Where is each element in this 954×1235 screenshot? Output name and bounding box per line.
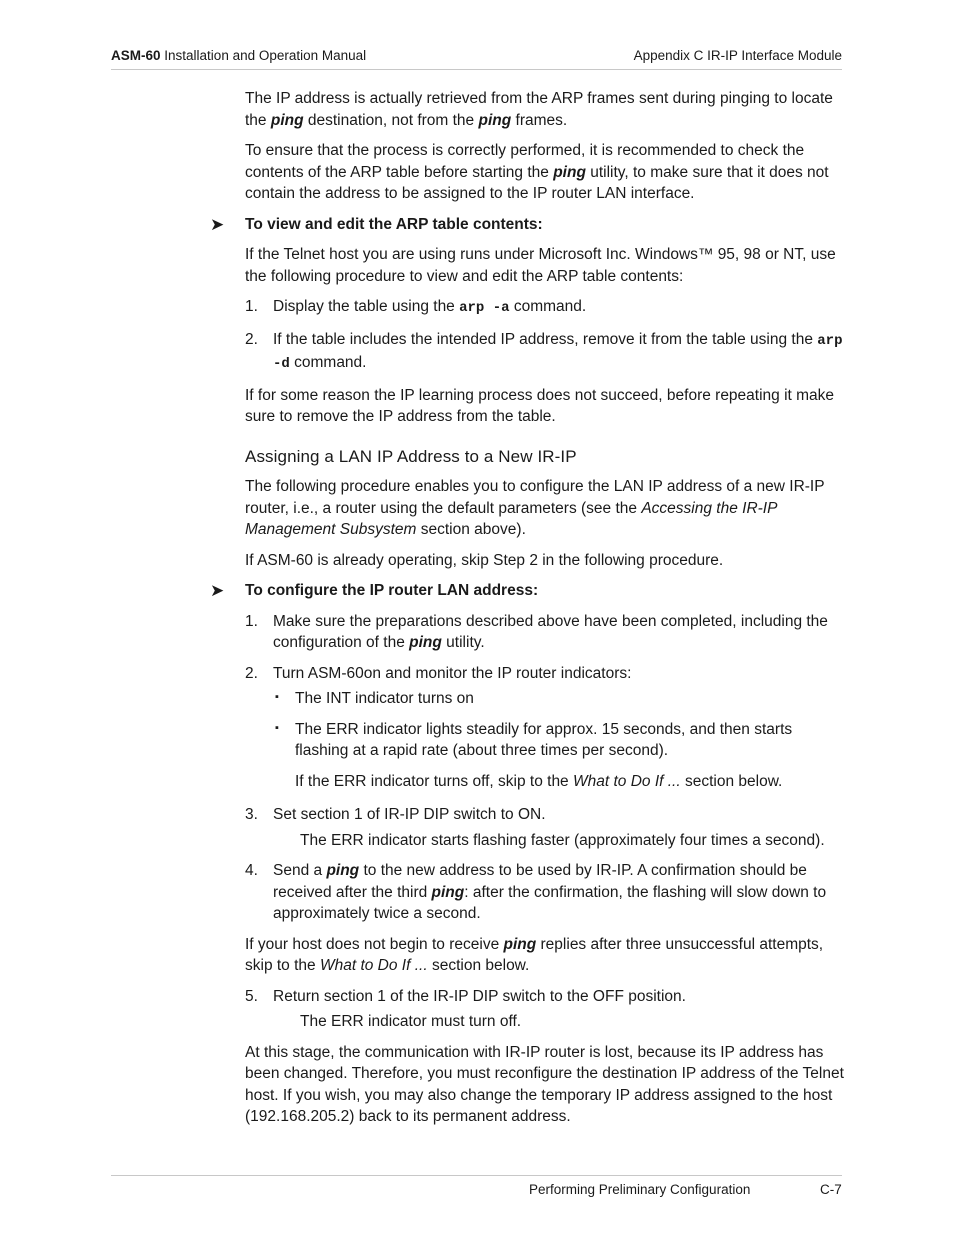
procedure-heading-arp: ➤ To view and edit the ARP table contents: (210, 214, 543, 234)
procedure-heading-configure: ➤ To configure the IP router LAN address: (210, 581, 539, 600)
arrowhead-icon: ➤ (210, 214, 225, 234)
page-body (210, 88, 845, 1137)
paragraph-procedure-intro: The following procedure enables you to configure the LAN IP address of a new IR-IP router, i.e., a router using the default parameters (see the Accessing the IR-IP Management Subsystem section above). (245, 478, 825, 538)
list-item: 2. Turn ASM-60on and monitor the IP router indicators: (245, 664, 632, 682)
product-name: ASM-60 (111, 48, 161, 63)
arrowhead-icon: ➤ (210, 581, 225, 600)
list-item: 2. If the table includes the intended IP address, remove it from the table using the arp -d command. (245, 330, 843, 372)
bullet-item: ▪ The INT indicator turns on (245, 688, 845, 710)
page-header (111, 48, 842, 63)
paragraph-arp-frames: The IP address is actually retrieved from the ARP frames sent during pinging to locate the ping destination, not from the ping frames. (245, 90, 833, 129)
bullet-item: ▪ The ERR indicator lights steadily for approx. 15 seconds, and then starts flashing at a rapid rate (about three times per second). (245, 719, 845, 762)
list-item: 1. Make sure the preparations described above have been completed, including the configuration of the ping utility. (245, 612, 828, 651)
footer-rule (111, 1175, 842, 1176)
header-rule (111, 69, 842, 70)
manual-title: Installation and Operation Manual (164, 48, 367, 63)
paragraph-skip-step: If ASM-60 is already operating, skip Step 2 in the following procedure. (245, 551, 724, 569)
paragraph-learning-fails: If for some reason the IP learning process does not succeed, before repeating it make sure to remove the IP address from the table. (245, 386, 835, 425)
step-note: The ERR indicator must turn off. (300, 1013, 522, 1030)
list-item: 4. Send a ping to the new address to be used by IR-IP. A confirmation should be received after the third ping: after the confirmation, the flashing will slow down to approximately twice a second. (245, 862, 827, 922)
step-note: The ERR indicator starts flashing faster (approximately four times a second). (300, 831, 825, 849)
footer-section: Performing Preliminary Configuration (529, 1182, 751, 1197)
appendix-title: Appendix C IR-IP Interface Module (633, 48, 842, 63)
list-item: 5. Return section 1 of the IR-IP DIP switch to the OFF position. (245, 987, 686, 1005)
square-bullet-icon: ▪ (275, 691, 279, 703)
square-bullet-icon: ▪ (275, 721, 279, 734)
list-item: 1. Display the table using the arp -a command. (245, 298, 587, 316)
paragraph-communication-lost: At this stage, the communication with IR-IP router is lost, because its IP address has been changed. Therefore, you must reconfigure the destination IP address of the Telnet host. If you wish, you may also change the temporary IP address assigned to the host (192.168.205.2) back to its permanent address. (245, 1043, 844, 1125)
paragraph-no-replies: If your host does not begin to receive ping replies after three unsuccessful attempts, skip to the What to Do If ... section below. (245, 935, 824, 974)
page-number: C-7 (820, 1182, 842, 1197)
bullet-note: If the ERR indicator turns off, skip to the What to Do If ... section below. (295, 772, 783, 790)
section-title: Assigning a LAN IP Address to a New IR-IP (245, 446, 577, 466)
paragraph-check-arp: To ensure that the process is correctly performed, it is recommended to check the contents of the ARP table before starting the ping utility, to make sure that it does not contain the address to be assigned to the IP router LAN interface. (245, 142, 829, 202)
header-left (111, 48, 366, 63)
paragraph-telnet-host: If the Telnet host you are using runs under Microsoft Inc. Windows™ 95, 98 or NT, use the following procedure to view and edit the ARP table contents: (245, 246, 836, 285)
list-item: 3. Set section 1 of IR-IP DIP switch to ON. (245, 806, 546, 823)
